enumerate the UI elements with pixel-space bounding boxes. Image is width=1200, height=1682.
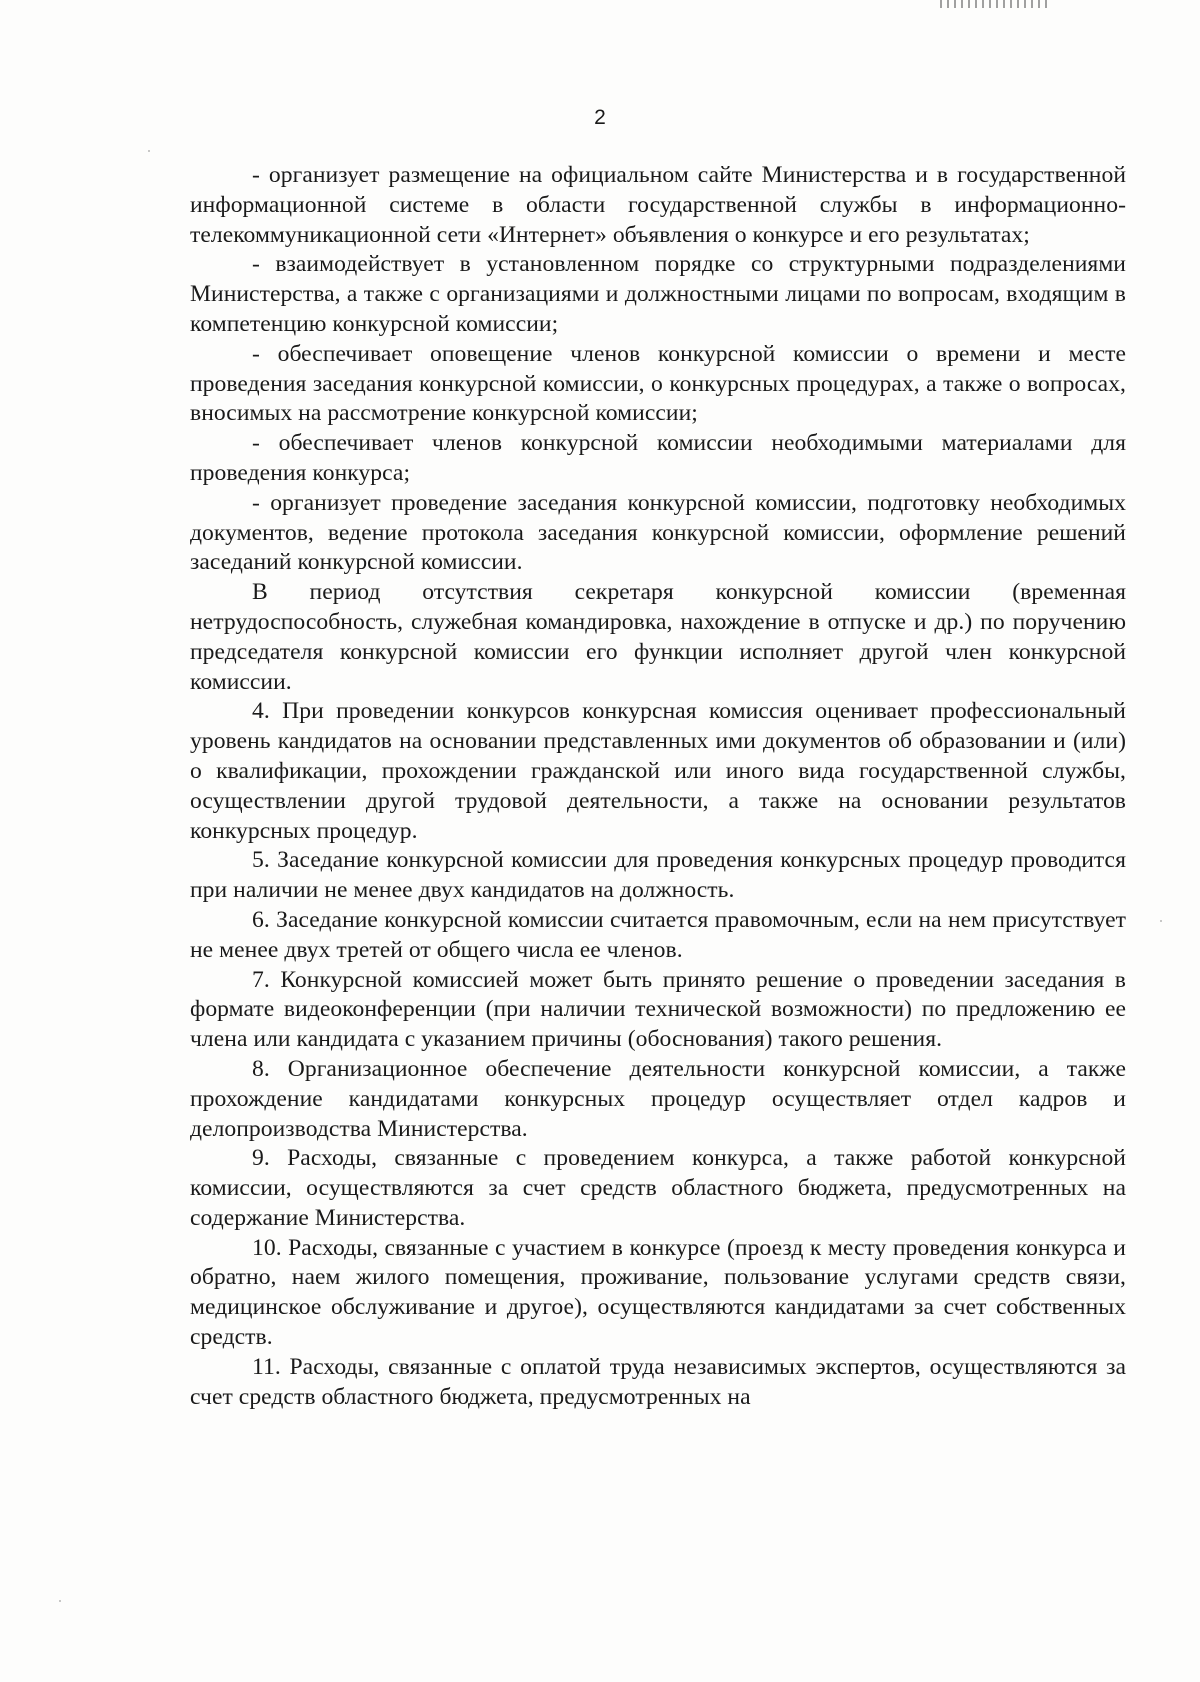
paragraph-item-8: 8. Организационное обеспечение деятельности конкурсной комиссии, а также прохождение кандидатами конкурсных процедур осуществляет отдел кадров и делопроизводства Министерства.: [190, 1055, 1126, 1142]
scan-marks: [940, 0, 1050, 8]
page-number: 2: [594, 106, 606, 129]
paragraph-item-4: 4. При проведении конкурсов конкурсная комиссия оценивает профессиональный уровень кандидатов на основании представленных ими документов об образовании и (или) о квалификации, прохождении гражданской или иного вида государственной службы, осуществлении другой трудовой деятельности, а также на основании результатов конкурсных процедур.: [190, 698, 1126, 844]
body-text: [190, 161, 1126, 1412]
paragraph-item-9: 9. Расходы, связанные с проведением конкурса, а также работой конкурсной комиссии, осуществляются за счет средств областного бюджета, предусмотренных на содержание Министерства.: [190, 1145, 1126, 1231]
paragraph-item-10: 10. Расходы, связанные с участием в конкурсе (проезд к месту проведения конкурса и обратно, наем жилого помещения, проживание, пользование услугами средств связи, медицинское обслуживание и другое), осуществляются кандидатами за счет собственных средств.: [190, 1234, 1126, 1351]
paragraph-materials-duty: - обеспечивает членов конкурсной комиссии необходимыми материалами для проведения конкурса;: [190, 430, 1126, 486]
paragraph-item-11: 11. Расходы, связанные с оплатой труда независимых экспертов, осуществляются за счет средств областного бюджета, предусмотренных на: [190, 1353, 1126, 1410]
scan-noise: [59, 1600, 61, 1602]
paragraph-notification-duty: - обеспечивает оповещение членов конкурсной комиссии о времени и месте проведения заседания конкурсной комиссии, о конкурсных процедурах, а также о вопросах, вносимых на рассмотрение конкурсной комиссии;: [190, 340, 1126, 427]
paragraph-publication-duty: - организует размещение на официальном сайте Министерства и в государственной информационной системе в области государственной службы в информационно-телекоммуникационной сети «Интернет» объявления о конкурсе и его результатах;: [190, 162, 1126, 248]
paragraph-secretary-absence: В период отсутствия секретаря конкурсной комиссии (временная нетрудоспособность, служебная командировка, нахождение в отпуске и др.) по поручению председателя конкурсной комиссии его функции исполняет другой член конкурсной комиссии.: [190, 579, 1126, 695]
paragraph-interaction-duty: - взаимодействует в установленном порядке со структурными подразделениями Министерства, а также с организациями и должностными лицами по вопросам, входящим в компетенцию конкурсной комиссии;: [190, 251, 1126, 337]
paragraph-item-7: 7. Конкурсной комиссией может быть принято решение о проведении заседания в формате видеоконференции (при наличии технической возможности) по предложению ее члена или кандидата с указанием причины (обоснования) такого решения.: [190, 966, 1126, 1053]
paragraph-meeting-duty: - организует проведение заседания конкурсной комиссии, подготовку необходимых документов, ведение протокола заседания конкурсной комиссии, оформление решений заседаний конкурсной комиссии.: [190, 489, 1126, 576]
paragraph-item-6: 6. Заседание конкурсной комиссии считается правомочным, если на нем присутствует не менее двух третей от общего числа ее членов.: [190, 906, 1126, 963]
paragraph-item-5: 5. Заседание конкурсной комиссии для проведения конкурсных процедур проводится при наличии не менее двух кандидатов на должность.: [190, 847, 1126, 904]
scan-noise: [148, 150, 150, 152]
scan-noise: [1160, 920, 1162, 922]
